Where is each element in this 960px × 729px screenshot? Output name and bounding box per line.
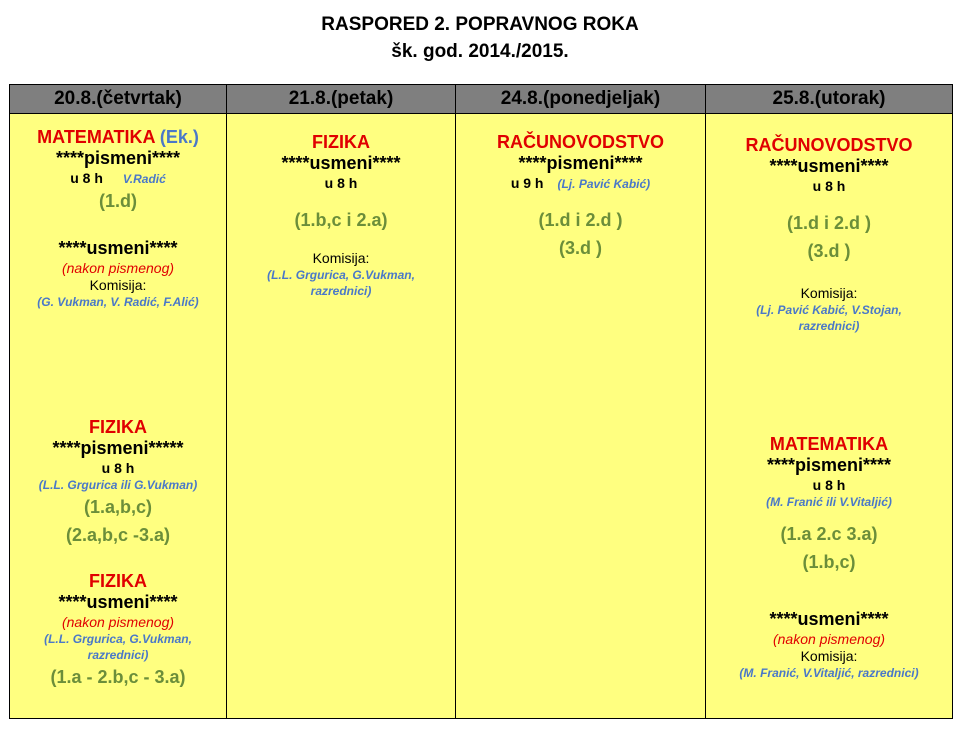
exam-time: u 8 h xyxy=(70,170,103,186)
exam-time: u 8 h xyxy=(324,175,358,191)
exam-block-matematika-pismeni xyxy=(706,433,952,576)
day-3-cell xyxy=(456,114,706,719)
subject-name: RAČUNOVODSTVO xyxy=(745,135,913,155)
exam-type: ****pismeni**** xyxy=(518,153,643,173)
header-day-1: 20.8.(četvrtak) xyxy=(10,85,227,114)
day-4-cell xyxy=(706,114,953,719)
teacher: (Lj. Pavić Kabić) xyxy=(557,177,651,191)
classes: (1.a 2.c 3.a) xyxy=(780,524,878,544)
teacher: (L.L. Grgurica ili G.Vukman) xyxy=(38,478,198,492)
subject-name: MATEMATIKA xyxy=(769,434,889,454)
komisija-members: (G. Vukman, V. Radić, F.Alić) xyxy=(37,295,199,309)
exam-time: u 9 h xyxy=(510,175,544,191)
subject-name: FIZIKA xyxy=(89,417,147,437)
after-note: (nakon pismenog) xyxy=(772,631,886,647)
day-2-cell xyxy=(227,114,456,719)
exam-type: ****usmeni**** xyxy=(58,238,178,258)
exam-block-matematika-pismeni xyxy=(10,126,226,215)
exam-block-fizika-usmeni xyxy=(10,570,226,691)
komisija-label: Komisija: xyxy=(800,285,858,301)
exam-type: ****usmeni**** xyxy=(769,609,889,629)
after-note: (nakon pismenog) xyxy=(61,614,175,630)
classes: (3.d ) xyxy=(807,241,851,261)
header-day-3: 24.8.(ponedjeljak) xyxy=(456,85,706,114)
subject-name: FIZIKA xyxy=(312,132,370,152)
komisija-label: Komisija: xyxy=(89,277,147,293)
exam-block-racunovodstvo-pismeni xyxy=(456,131,705,262)
exam-type: ****pismeni**** xyxy=(55,148,181,168)
komisija-label: Komisija: xyxy=(800,648,858,664)
classes: (1.d) xyxy=(99,191,137,211)
komisija-members: razrednici) xyxy=(798,319,860,333)
komisija-members: (M. Franić, V.Vitaljić, razrednici) xyxy=(739,666,919,680)
exam-type: ****usmeni**** xyxy=(281,153,401,173)
exam-type: ****usmeni**** xyxy=(58,592,178,612)
header-day-4: 25.8.(utorak) xyxy=(706,85,953,114)
page-title: RASPORED 2. POPRAVNOG ROKA xyxy=(321,14,639,35)
classes: (1.d i 2.d ) xyxy=(538,210,623,230)
subject-name: FIZIKA xyxy=(89,571,147,591)
exam-type: ****usmeni**** xyxy=(769,156,889,176)
exam-block-matematika-usmeni xyxy=(10,238,226,310)
komisija-members: (Lj. Pavić Kabić, V.Stojan, xyxy=(756,303,902,317)
exam-block-fizika-pismeni xyxy=(10,416,226,549)
exam-block-racunovodstvo-usmeni xyxy=(706,134,952,334)
subject-note: (Ek.) xyxy=(159,127,199,147)
teacher: V.Radić xyxy=(122,172,166,186)
exam-block-fizika-usmeni xyxy=(227,131,455,299)
exam-block-matematika-usmeni xyxy=(706,609,952,681)
classes: (3.d ) xyxy=(559,238,602,258)
exam-type: ****pismeni**** xyxy=(766,455,892,475)
komisija-members: (L.L. Grgurica, G.Vukman, xyxy=(44,632,192,646)
komisija-members: razrednici) xyxy=(310,284,372,298)
komisija-label: Komisija: xyxy=(312,250,370,266)
komisija-members: razrednici) xyxy=(87,648,149,662)
classes: (1.d i 2.d ) xyxy=(786,213,871,233)
exam-type: ****pismeni***** xyxy=(52,438,184,458)
classes: (1.a,b,c) xyxy=(83,497,153,517)
after-note: (nakon pismenog) xyxy=(61,260,175,276)
subject-name: RAČUNOVODSTVO xyxy=(496,132,664,152)
exam-time: u 8 h xyxy=(812,178,846,194)
teacher: (M. Franić ili V.Vitaljić) xyxy=(766,495,892,509)
day-1-cell xyxy=(10,114,227,719)
exam-time: u 8 h xyxy=(812,477,846,493)
classes: (1.a - 2.b,c - 3.a) xyxy=(50,667,186,687)
classes: (1.b,c i 2.a) xyxy=(294,210,388,230)
classes: (2.a,b,c -3.a) xyxy=(65,525,171,545)
classes: (1.b,c) xyxy=(802,552,856,572)
schedule-table xyxy=(9,84,953,719)
header-day-2: 21.8.(petak) xyxy=(227,85,456,114)
school-year: šk. god. 2014./2015. xyxy=(391,41,569,62)
komisija-members: (L.L. Grgurica, G.Vukman, xyxy=(267,268,415,282)
subject-name: MATEMATIKA xyxy=(37,127,155,147)
exam-time: u 8 h xyxy=(101,460,135,476)
